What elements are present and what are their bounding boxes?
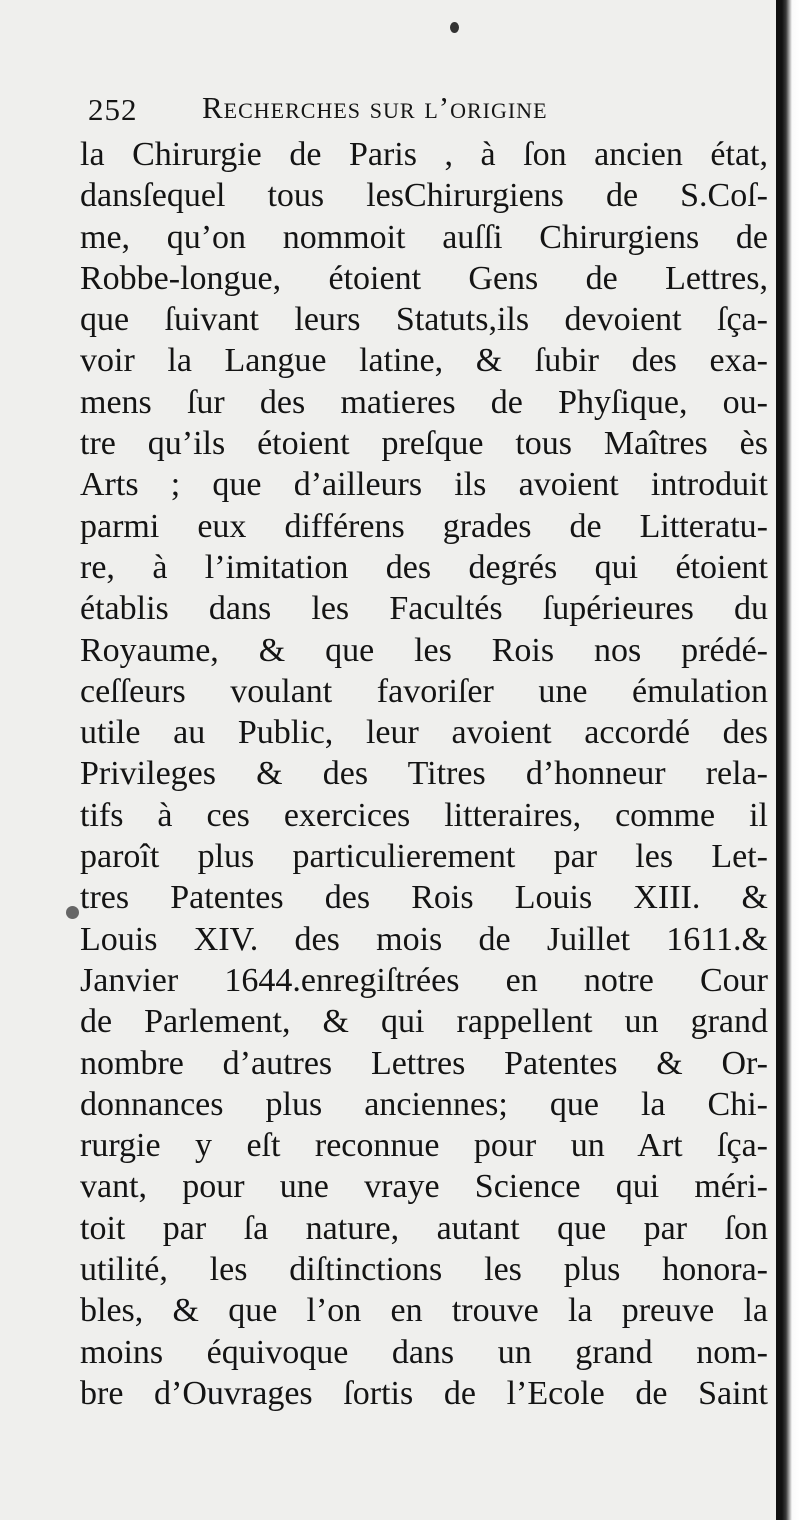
text-line: utilité, les diſtinctions les plus honora- — [80, 1251, 768, 1289]
text-line: utile au Public, leur avoient accordé des — [80, 714, 768, 752]
text-line: re, à l’imitation des degrés qui étoient — [80, 548, 768, 586]
text-line: établis dans les Facultés ſupérieures du — [80, 590, 768, 628]
text-line: mens ſur des matieres de Phyſique, ou- — [80, 383, 768, 421]
text-line: Arts ; que d’ailleurs ils avoient introduit — [80, 466, 768, 504]
ink-blot — [450, 22, 459, 33]
text-line: Robbe-longue, étoient Gens de Lettres, — [80, 259, 768, 297]
text-line: toit par ſa nature, autant que par ſon — [80, 1209, 768, 1247]
text-line: Louis XIV. des mois de Juillet 1611.& — [80, 920, 768, 958]
page-edge-shadow — [776, 0, 800, 1520]
text-line: Privileges & des Titres d’honneur rela- — [80, 755, 768, 793]
text-line: la Chirurgie de Paris , à ſon ancien état, — [80, 136, 768, 173]
text-line: dansſequel tous lesChirurgiens de S.Coſ- — [80, 177, 768, 215]
margin-stain — [66, 906, 79, 919]
text-line: tres Patentes des Rois Louis XIII. & — [80, 879, 768, 917]
text-line: vant, pour une vraye Science qui méri- — [80, 1168, 768, 1206]
body-text — [80, 134, 768, 1414]
text-line: bre d’Ouvrages ſortis de l’Ecole de Saint — [80, 1374, 768, 1412]
page-header — [88, 90, 768, 132]
text-line: que ſuivant leurs Statuts,ils devoient ſça- — [80, 301, 768, 339]
text-line: ceſſeurs voulant favoriſer une émulation — [80, 672, 768, 710]
text-line: tre qu’ils étoient preſque tous Maîtres ès — [80, 425, 768, 463]
text-line: rurgie y eſt reconnue pour un Art ſça- — [80, 1127, 768, 1165]
text-line: paroît plus particulierement par les Let- — [80, 838, 768, 876]
text-line: tifs à ces exercices litteraires, comme il — [80, 796, 768, 834]
running-title: Recherches sur l’origine — [202, 90, 548, 125]
text-line: voir la Langue latine, & ſubir des exa- — [80, 342, 768, 380]
text-line: nombre d’autres Lettres Patentes & Or- — [80, 1044, 768, 1082]
text-line: parmi eux différens grades de Litteratu- — [80, 507, 768, 545]
text-line: Janvier 1644.enregiſtrées en notre Cour — [80, 961, 768, 999]
text-line: Royaume, & que les Rois nos prédé- — [80, 631, 768, 669]
text-line: me, qu’on nommoit auſſi Chirurgiens de — [80, 218, 768, 256]
text-line: bles, & que l’on en trouve la preuve la — [80, 1292, 768, 1330]
page-number: 252 — [88, 92, 138, 127]
text-line: donnances plus anciennes; que la Chi- — [80, 1085, 768, 1123]
text-line: de Parlement, & qui rappellent un grand — [80, 1003, 768, 1041]
text-line: moins équivoque dans un grand nom- — [80, 1333, 768, 1371]
